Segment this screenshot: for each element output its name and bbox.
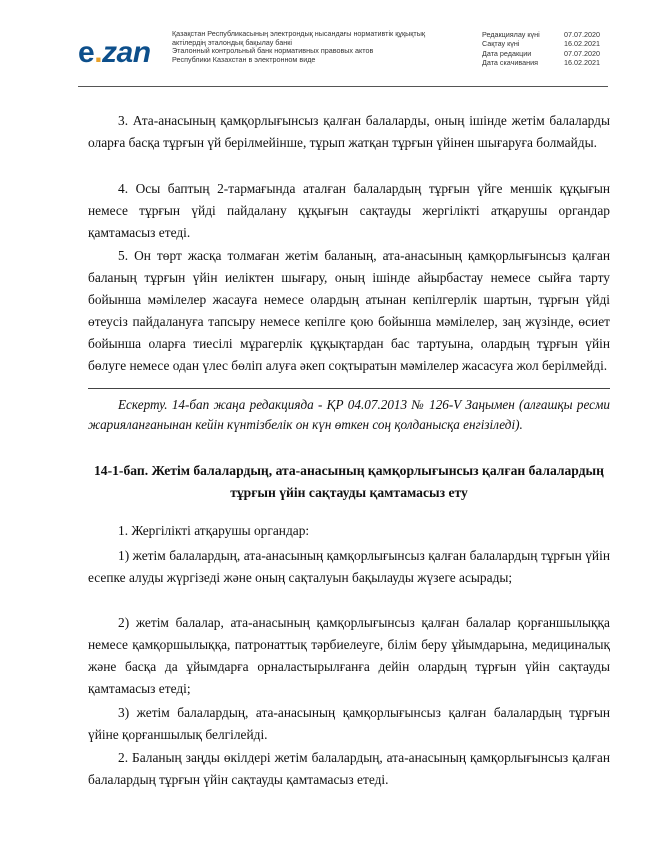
header-line: актілердің эталондық бақылау банкі — [172, 37, 292, 47]
header-meta — [482, 30, 600, 68]
meta-row — [482, 58, 600, 67]
section-1-item-3: 3) жетім балалардың, ата-анасының қамқорлығынсыз қалған балалардың тұрғын үйіне қорғаншылық белгілейді. — [88, 705, 610, 742]
meta-value: 16.02.2021 — [564, 58, 600, 68]
meta-row — [482, 49, 600, 58]
meta-row — [482, 39, 600, 48]
header-line: Қазақстан Республикасының электрондық нысандағы нормативтік құқықтық — [172, 29, 425, 38]
meta-label: Дата редакции — [482, 48, 532, 58]
meta-label: Дата скачивания — [482, 58, 539, 68]
ezan-logo — [78, 36, 151, 70]
logo-dot: . — [94, 36, 103, 69]
meta-row — [482, 30, 600, 39]
header-divider — [78, 86, 608, 87]
page-header — [0, 0, 657, 100]
paragraph-5: 5. Он төрт жасқа толмаған жетім баланың, ата-анасының қамқорлығынсыз қалған баланың тұрғын үйін иеліктен шығару, оның ішінде айырбастау немесе сыйға тарту бойынша мәмілелер жасауға немесе олардың атынан кепілгерлік шартын, тұрғын үйді өтеусіз пайдалануға тапсыру немесе кепілге қою бойынша мәмілелер, заң жүзінде, өсиет бойынша оларға тиесілі мұрагерлік құқықтардан бас тартуына, олардың тұрғын үйін бөлуге немесе одан үлес бөліп алуға әкеп соқтыратын мәмілелер жасасуға жол берілмейді. — [88, 248, 610, 373]
amendment-note: Ескерту. 14-бап жаңа редакцияда - ҚР 04.07.2013 № 126-V Заңымен (алғашқы ресми жарияланғанынан кейін күнтізбелік он күн өткен соң қолданысқа енгізіледі). — [88, 397, 610, 432]
article-heading: 14-1-бап. Жетім балалардың, ата-анасының қамқорлығынсыз қалған балалардың тұрғын үйін сақтауды қамтамасыз ету — [94, 463, 604, 500]
logo-zan: zan — [102, 36, 151, 69]
paragraph-3: 3. Ата-анасының қамқорлығынсыз қалған балаларды, оның ішінде жетім балаларды оларға басқа тұрғын үй берілмейінше, тұрып жатқан тұрғын үйінен шығаруға болмайды. — [88, 113, 610, 150]
paragraph-4: 4. Осы баптың 2-тармағында аталған балалардың тұрғын үйге меншік құқығын немесе тұрғын үйді пайдалану құқығын сақтауды жергілікті атқарушы органдар қамтамасыз етеді. — [88, 181, 610, 240]
meta-label: Редакциялау күні — [482, 30, 540, 39]
meta-value: 07.07.2020 — [564, 30, 600, 39]
meta-label: Сақтау күні — [482, 39, 520, 49]
logo-e: e — [78, 36, 95, 69]
header-line: Республики Казахстан в электронном виде — [172, 54, 316, 64]
meta-value: 16.02.2021 — [564, 39, 600, 49]
section-1: 1. Жергілікті атқарушы органдар: — [118, 523, 310, 538]
section-1-item-1: 1) жетім балалардың, ата-анасының қамқорлығынсыз қалған балалардың тұрғын үйін есепке алуды жүргізеді және оның сақталуын бақылауды жүзеге асырады; — [88, 548, 610, 585]
note-divider — [88, 388, 610, 389]
header-source-text — [172, 30, 472, 64]
section-1-item-2: 2) жетім балалар, ата-анасының қамқорлығынсыз қалған балалар қорғаншылыққа немесе қамқоршылыққа, патронаттық тәрбиелеуге, білім беру ұйымдарына, медициналық және басқа да ұйымдарға орналастырылғанға дейін олардың тұрғын үйін сақтауды қамтамасыз етеді; — [88, 615, 610, 696]
section-2: 2. Баланың заңды өкілдері жетім балалардың, ата-анасының қамқорлығынсыз қалған балалардың тұрғын үйін сақтауды қамтамасыз етеді. — [88, 750, 610, 787]
header-line: Эталонный контрольный банк нормативных правовых актов — [172, 46, 374, 56]
meta-value: 07.07.2020 — [564, 48, 600, 58]
